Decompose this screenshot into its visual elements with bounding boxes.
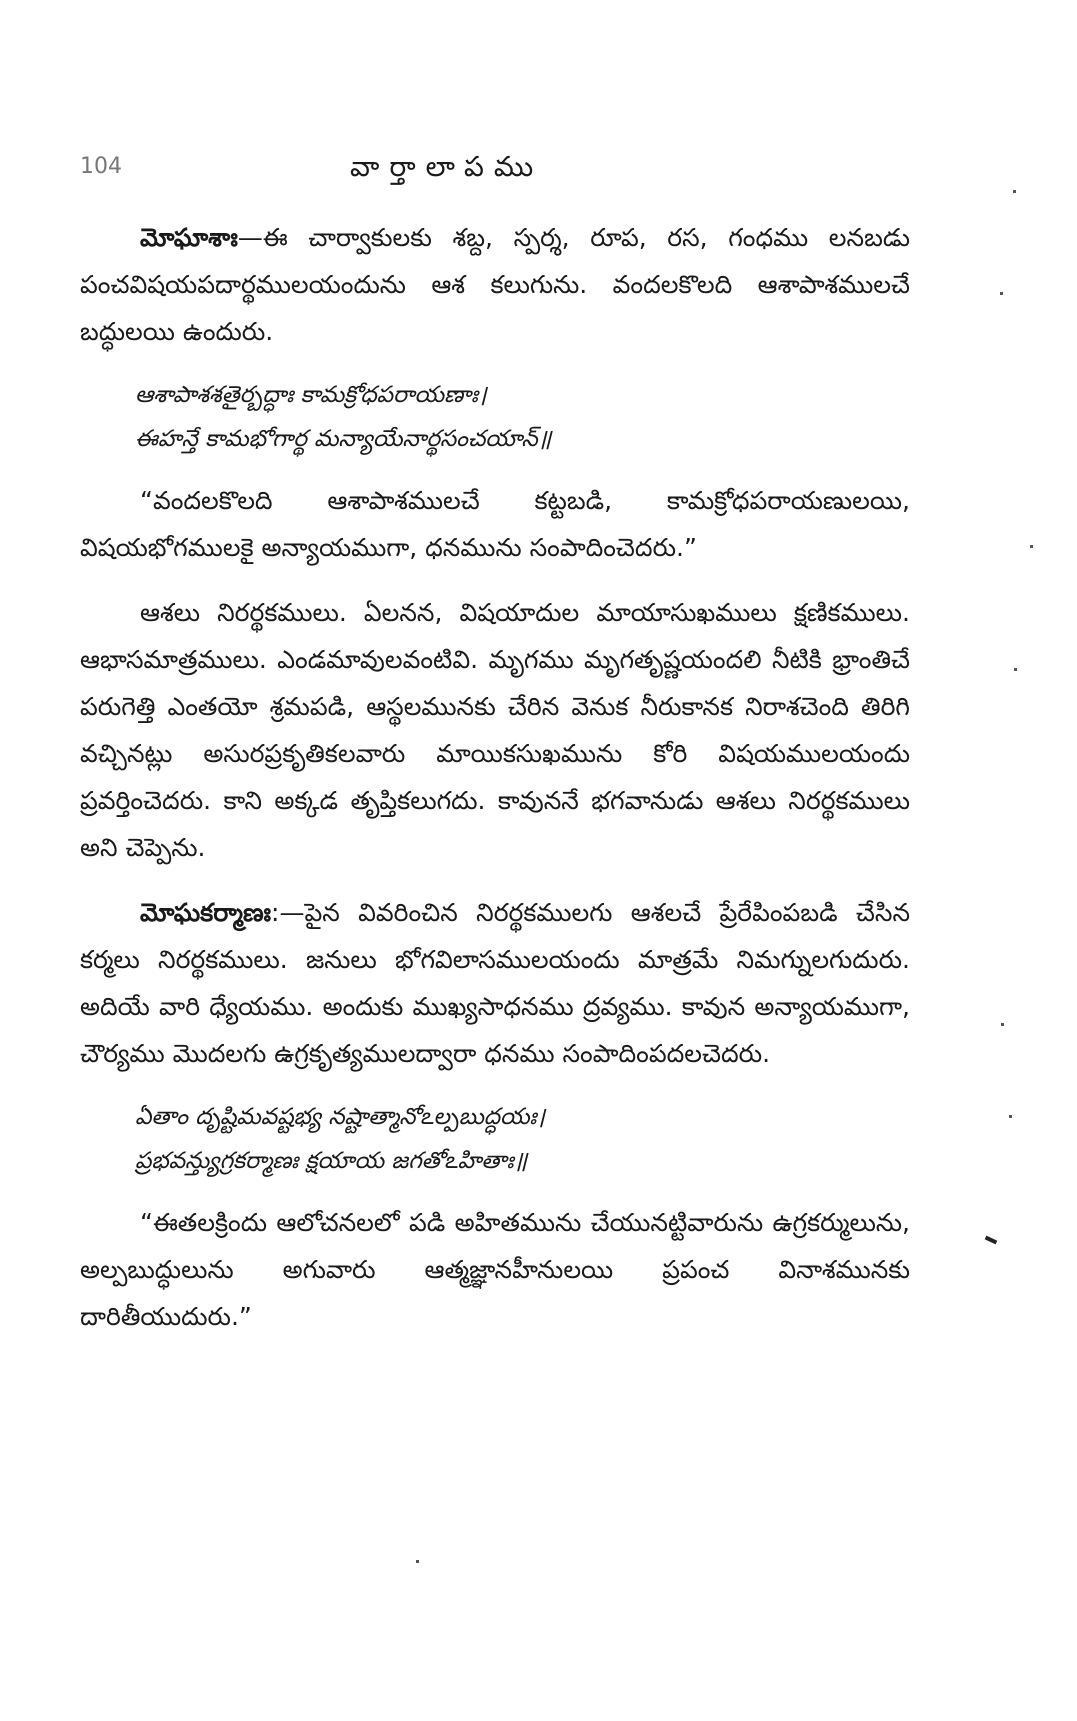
scan-speck: [1001, 1023, 1004, 1026]
verse-line: ఏతాం దృష్టిమవష్టభ్య నష్టాత్మానోఽల్పబుద్ధయః।: [135, 1104, 546, 1130]
lead-term: మోఘకర్మాణః: [140, 898, 272, 927]
page-header: [0, 150, 1077, 190]
scan-speck: [1000, 292, 1003, 295]
sanskrit-verse-2: [135, 1095, 910, 1183]
scan-speck: [1013, 190, 1016, 193]
sanskrit-verse-1: [135, 373, 910, 461]
running-title: వార్తాలాపము: [350, 150, 544, 183]
lead-term: మోఘాశాః: [140, 223, 238, 252]
paragraph-ashalu: ఆశలు నిరర్థకములు. ఏలనన, విషయాదుల మాయాసుఖములు క్షణికములు. ఆభాసమాత్రములు. ఎండమావులవంటివి. మృగము మృగతృష్ణయందలి నీటికి భ్రాంతిచే పరుగెత్తి ఎంతయో శ్రమపడి, ఆస్థలమునకు చేరిన వెనుక నీరుకానక నిరాశచెంది తిరిగి వచ్చినట్లు అసురప్రకృతికలవారు మాయికసుఖమును కోరి విషయములయందు ప్రవర్తించెదరు. కాని అక్కడ తృప్తికలుగదు. కావుననే భగవానుడు ఆశలు నిరర్థకములు అని చెప్పెను.: [80, 598, 910, 862]
verse-line: ప్రభవన్త్యుగ్రకర్మాణః క్షయాయ జగతోఽహితాః॥: [135, 1148, 528, 1174]
scan-speck: [1014, 668, 1017, 671]
verse-line: ఈహన్తే కామభోగార్థ మన్యాయేనార్థసంచయాన్॥: [135, 426, 552, 452]
paragraph-text: :—పైన వివరించిన నిరర్థకములగు ఆశలచే ప్రేరేపింపబడి చేసిన కర్మలు నిరర్థకములు. జనులు భోగవిలాసములయందు మాత్రమే నిమగ్నులగుదురు. అదియే వారి ధ్యేయము. అందుకు ముఖ్యసాధనము ద్రవ్యము. కావున అన్యాయముగా, చౌర్యము మొదలగు ఉగ్రకృత్యములద్వారా ధనము సంపాదింపదలచెదరు.: [80, 898, 910, 1068]
paragraph-text: —ఈ చార్వాకులకు శబ్ద, స్పర్శ, రూప, రస, గంధము లనబడు పంచవిషయపదార్థములయందును ఆశ కలుగును. వందలకొలది ఆశాపాశములచే బద్ధులయి ఉందురు.: [80, 223, 910, 346]
paragraph-moghashah: [80, 214, 910, 355]
paragraph-translation-2: “ఈతలక్రిందు ఆలోచనలలో పడి అహితమును చేయునట్టివారును ఉగ్రకర్ములును, అల్పబుద్ధులును అగువారు ఆత్మజ్ఞానహీనులయి ప్రపంచ వినాశమునకు దారితీయుదురు.”: [80, 1208, 910, 1331]
scan-speck: [416, 1560, 419, 1563]
paragraph-moghakarmanah: [80, 889, 910, 1077]
verse-line: ఆశాపాశశతైర్బద్ధాః కామక్రోధపరాయణాః।: [135, 382, 487, 408]
page-number: 104: [80, 154, 122, 179]
paragraph-translation-1: “వందలకొలది ఆశాపాశములచే కట్టబడి, కామక్రోధపరాయణులయి, విషయభోగములకై అన్యాయముగా, ధనమును సంపాదించెదరు.”: [80, 486, 910, 562]
body-text: [80, 214, 910, 1358]
scan-speck: [1030, 545, 1033, 548]
scan-speck: [1009, 1115, 1012, 1118]
scan-mark: [985, 1236, 998, 1245]
